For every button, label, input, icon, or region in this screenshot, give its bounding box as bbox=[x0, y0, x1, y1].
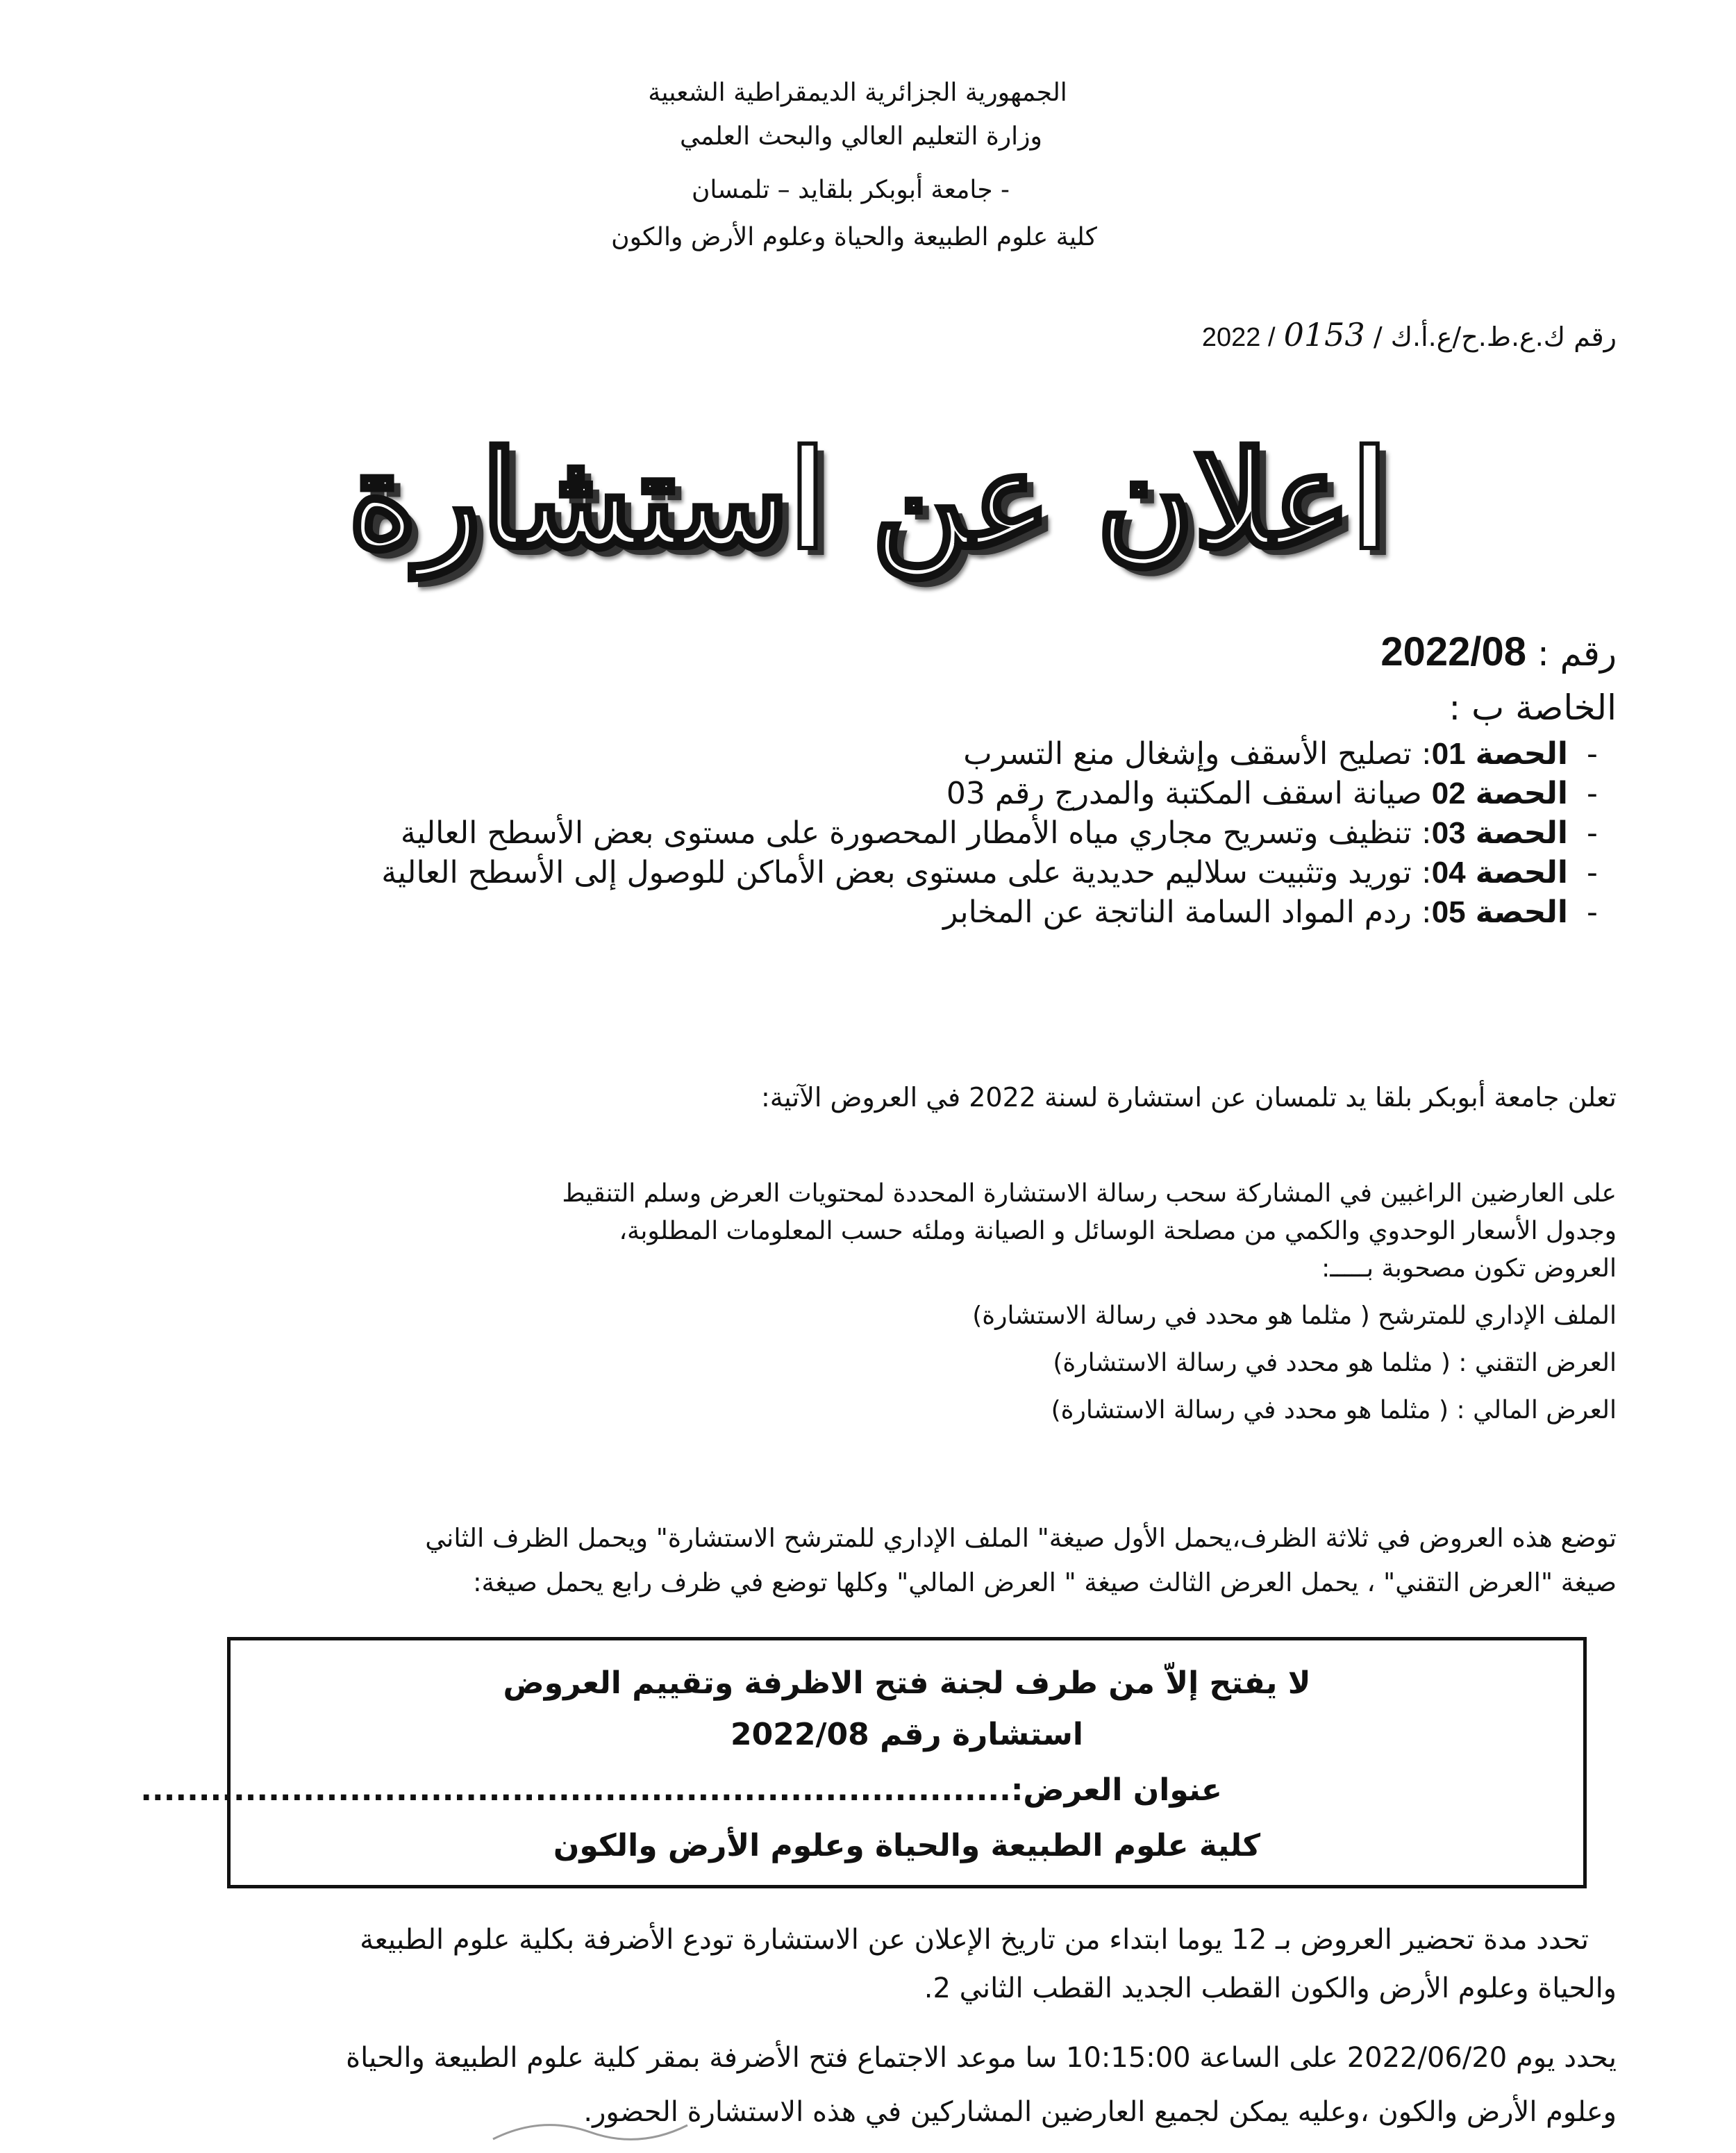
envelope-label-box bbox=[140, 1637, 1587, 1888]
page-title: اعلان عن استشارة bbox=[348, 422, 1388, 577]
envelope-line: توضع هذه العروض في ثلاثة الظرف،يحمل الأول صيغة" الملف الإداري للمترشح الاستشارة" ويحمل الظرف الثاني bbox=[425, 1523, 1617, 1553]
requirements-block bbox=[562, 1177, 1617, 1441]
box-line-2: استشارة رقم 2022/08 bbox=[731, 1717, 1083, 1752]
header-faculty: كلية علوم الطبيعة والحياة وعلوم الأرض والكون bbox=[611, 223, 1097, 251]
header-ministry: وزارة التعليم العالي والبحث العلمي bbox=[680, 122, 1042, 151]
stamp-mark bbox=[486, 2111, 694, 2153]
opening-line: وعلوم الأرض والكون ،وعليه يمكن لجميع العارضين المشاركين في هذه الاستشارة الحضور. bbox=[583, 2096, 1617, 2128]
reference-line bbox=[1202, 316, 1617, 354]
list-item: -الحصة 02 صيانة اسقف المكتبة والمدرج رقم 03 bbox=[946, 776, 1598, 811]
requirement-line: وجدول الأسعار الوحدوي والكمي من مصلحة الوسائل و الصيانة وملئه حسب المعلومات المطلوبة، bbox=[619, 1217, 1617, 1245]
opening-line: يحدد يوم 2022/06/20 على الساعة 10:15:00 سا موعد الاجتماع فتح الأضرفة بمقر كلية علوم الطبيعة والحياة bbox=[346, 2042, 1617, 2074]
envelope-line: صيغة "العرض التقني" ، يحمل العرض الثالث صيغة " العرض المالي" وكلها توضع في ظرف رابع يحمل صيغة: bbox=[473, 1568, 1617, 1597]
deadline-line: تحدد مدة تحضير العروض بـ 12 يوما ابتداء من تاريخ الإعلان عن الاستشارة تودع الأضرفة بكلية علوم الطبيعة bbox=[360, 1924, 1589, 1956]
requirement-line: على العارضين الراغبين في المشاركة سحب رسالة الاستشارة المحددة لمحتويات العرض وسلم التنقيط bbox=[562, 1179, 1617, 1208]
consultation-concerning: الخاصة ب : bbox=[1449, 688, 1617, 728]
deadline-line: والحياة وعلوم الأرض والكون القطب الجديد القطب الثاني 2. bbox=[924, 1972, 1617, 2004]
deadline-block bbox=[360, 1924, 1617, 2021]
list-item: -الحصة 03: تنظيف وتسريح مجاري مياه الأمطار المحصورة على مستوى بعض الأسطح العالية bbox=[400, 815, 1598, 851]
reference-handwritten-number: 0153 bbox=[1283, 316, 1365, 354]
announcement-text: تعلن جامعة أبوبكر بلقا يد تلمسان عن استشارة لسنة 2022 في العروض الآتية: bbox=[760, 1082, 1617, 1113]
list-item: -الحصة 05: ردم المواد السامة الناتجة عن المخابر bbox=[943, 895, 1598, 930]
requirement-line: العرض المالي : ( مثلما هو محدد في رسالة الاستشارة) bbox=[1051, 1396, 1617, 1424]
header-university: - جامعة أبوبكر بلقايد – تلمسان bbox=[691, 176, 1010, 204]
list-item: -الحصة 04: توريد وتثبيت سلاليم حديدية على مستوى بعض الأماكن للوصول إلى الأسطح العالية bbox=[381, 855, 1598, 890]
consultation-number: 2022/08 bbox=[1380, 629, 1527, 674]
requirement-line: الملف الإداري للمترشح ( مثلما هو محدد في رسالة الاستشارة) bbox=[972, 1302, 1617, 1330]
list-item: -الحصة 01: تصليح الأسقف وإشغال منع التسرب bbox=[963, 736, 1598, 772]
header-republic: الجمهورية الجزائرية الديمقراطية الشعبية bbox=[648, 78, 1067, 107]
consultation-number-line bbox=[1380, 629, 1617, 675]
consultation-number-label: رقم : bbox=[1537, 633, 1617, 674]
envelopes-block bbox=[425, 1521, 1617, 1610]
reference-year: / 2022 bbox=[1201, 323, 1276, 352]
lots-list bbox=[381, 736, 1617, 934]
requirement-line: العروض تكون مصحوبة بـــــ: bbox=[1321, 1254, 1617, 1283]
box-line-4: كلية علوم الطبيعة والحياة وعلوم الأرض والكون bbox=[553, 1828, 1261, 1863]
requirement-line: العرض التقني : ( مثلما هو محدد في رسالة الاستشارة) bbox=[1053, 1349, 1617, 1377]
box-line-1: لا يفتح إلاّ من طرف لجنة فتح الاظرفة وتقييم العروض bbox=[503, 1665, 1311, 1701]
reference-prefix: رقم ك.ع.ط.ح/ع.أ.ك / bbox=[1373, 322, 1617, 352]
box-line-3: عنوان العرض:........................................................................... bbox=[140, 1772, 1222, 1808]
